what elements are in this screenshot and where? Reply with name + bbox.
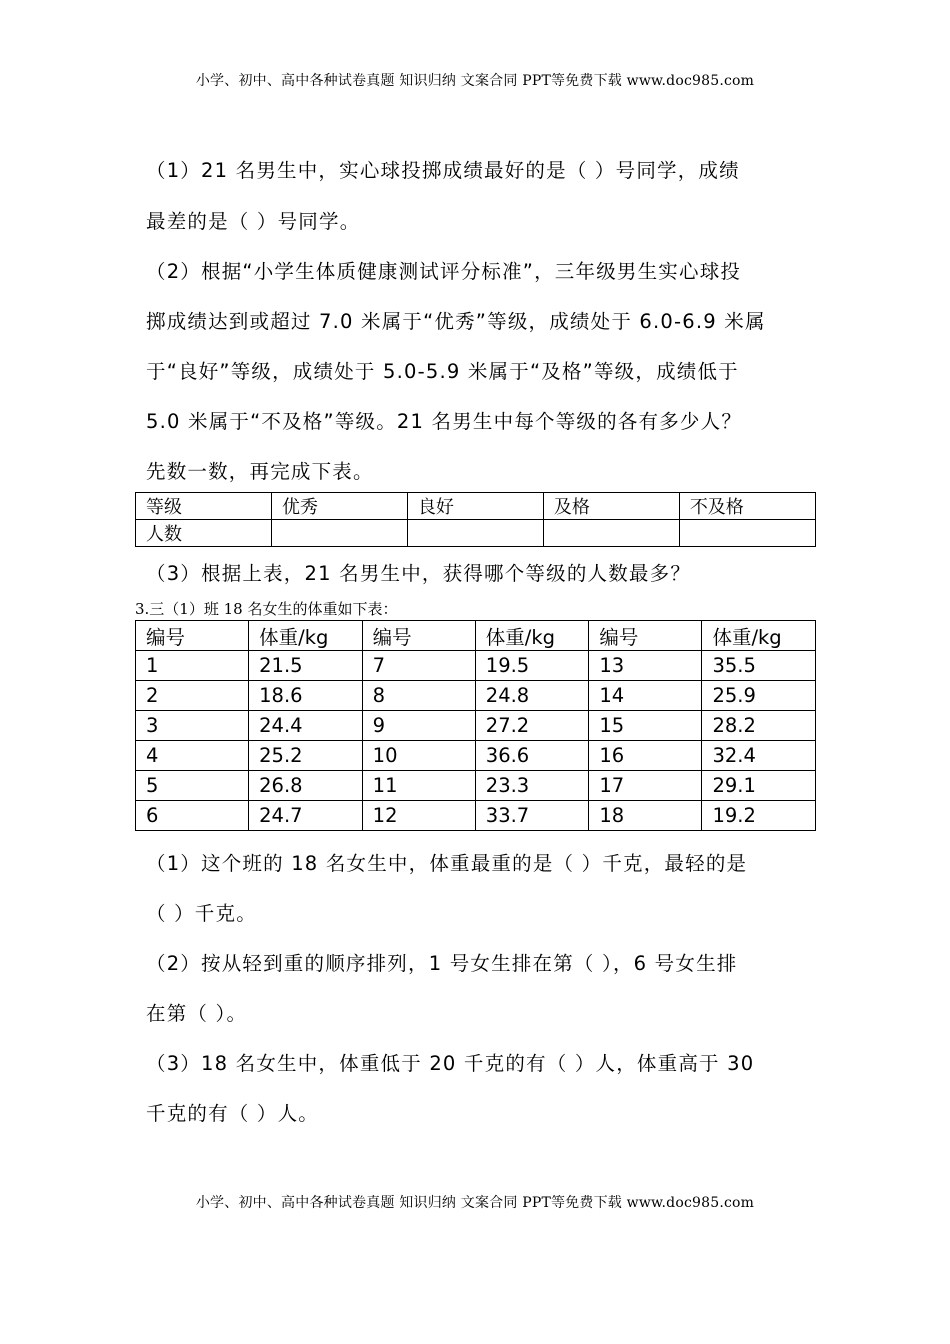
- table-row: [136, 520, 816, 547]
- question-line: 5.0 米属于“不及格”等级。21 名男生中每个等级的各有多少人？: [146, 410, 743, 433]
- table-row: [136, 741, 816, 771]
- table-cell: 18.6: [249, 681, 363, 711]
- table-cell: 9: [362, 711, 475, 741]
- table-cell: 14: [589, 681, 702, 711]
- table-row: [136, 493, 816, 520]
- table-cell: 35.5: [702, 651, 816, 681]
- page-header: 小学、初中、高中各种试卷真题 知识归纳 文案合同 PPT等免费下载 www.doc985.com: [195, 73, 755, 89]
- table-cell: 21.5: [249, 651, 363, 681]
- answer-cell[interactable]: [271, 520, 407, 547]
- table-cell: 7: [362, 651, 475, 681]
- question-line: （3）根据上表，21 名男生中，获得哪个等级的人数最多？: [146, 562, 692, 585]
- table-cell: 及格: [543, 493, 679, 520]
- question-line: 于“良好”等级，成绩处于 5.0-5.9 米属于“及格”等级，成绩低于: [146, 360, 739, 383]
- table-row: [136, 771, 816, 801]
- question-line: 最差的是（ ）号同学。: [146, 210, 361, 233]
- question-line: 掷成绩达到或超过 7.0 米属于“优秀”等级，成绩处于 6.0-6.9 米属: [146, 310, 766, 333]
- table-row: [136, 681, 816, 711]
- question-line: （2）按从轻到重的顺序排列，1 号女生排在第（ ），6 号女生排: [146, 952, 738, 975]
- table-cell: 32.4: [702, 741, 816, 771]
- question-line: （ ）千克。: [146, 902, 257, 925]
- table-cell: 25.9: [702, 681, 816, 711]
- table-cell: 28.2: [702, 711, 816, 741]
- answer-cell[interactable]: [407, 520, 543, 547]
- weight-table: [135, 620, 816, 831]
- table-cell: 36.6: [475, 741, 589, 771]
- table-header-cell: 体重/kg: [249, 621, 363, 651]
- question-line: （3）18 名女生中，体重低于 20 千克的有（ ）人，体重高于 30: [146, 1052, 755, 1075]
- table-cell: 27.2: [475, 711, 589, 741]
- table-cell: 16: [589, 741, 702, 771]
- table-cell: 15: [589, 711, 702, 741]
- table-cell: 10: [362, 741, 475, 771]
- table-cell: 1: [136, 651, 249, 681]
- table-header-cell: 体重/kg: [475, 621, 589, 651]
- table-row: [136, 621, 816, 651]
- table-cell: 17: [589, 771, 702, 801]
- table-caption: 3.三（1）班 18 名女生的体重如下表：: [135, 600, 398, 618]
- table-cell: 11: [362, 771, 475, 801]
- table-cell: 12: [362, 801, 475, 831]
- table-cell: 5: [136, 771, 249, 801]
- table-cell: 26.8: [249, 771, 363, 801]
- question-line: （1）这个班的 18 名女生中，体重最重的是（ ）千克，最轻的是: [146, 852, 748, 875]
- question-line: 千克的有（ ）人。: [146, 1102, 319, 1125]
- table-row: [136, 651, 816, 681]
- table-cell: 3: [136, 711, 249, 741]
- table-cell: 等级: [136, 493, 272, 520]
- table-cell: 19.2: [702, 801, 816, 831]
- table-cell: 19.5: [475, 651, 589, 681]
- table-cell: 不及格: [679, 493, 815, 520]
- table-cell: 6: [136, 801, 249, 831]
- table-header-cell: 体重/kg: [702, 621, 816, 651]
- table-cell: 13: [589, 651, 702, 681]
- table-cell: 33.7: [475, 801, 589, 831]
- table-cell: 24.7: [249, 801, 363, 831]
- question-line: 先数一数，再完成下表。: [146, 460, 374, 483]
- table-cell: 良好: [407, 493, 543, 520]
- table-cell: 23.3: [475, 771, 589, 801]
- page-footer: 小学、初中、高中各种试卷真题 知识归纳 文案合同 PPT等免费下载 www.doc985.com: [195, 1195, 755, 1211]
- table-cell: 2: [136, 681, 249, 711]
- table-header-cell: 编号: [589, 621, 702, 651]
- answer-cell[interactable]: [543, 520, 679, 547]
- answer-cell[interactable]: [679, 520, 815, 547]
- question-line: （2）根据“小学生体质健康测试评分标准”，三年级男生实心球投: [146, 260, 742, 283]
- table-cell: 人数: [136, 520, 272, 547]
- table-cell: 4: [136, 741, 249, 771]
- table-cell: 24.8: [475, 681, 589, 711]
- table-header-cell: 编号: [136, 621, 249, 651]
- table-cell: 29.1: [702, 771, 816, 801]
- question-line: 在第（ ）。: [146, 1002, 248, 1025]
- table-cell: 优秀: [271, 493, 407, 520]
- question-line: （1）21 名男生中，实心球投掷成绩最好的是（ ）号同学，成绩: [146, 159, 740, 182]
- grade-table: [135, 492, 816, 547]
- table-cell: 18: [589, 801, 702, 831]
- table-row: [136, 711, 816, 741]
- table-row: [136, 801, 816, 831]
- table-header-cell: 编号: [362, 621, 475, 651]
- table-cell: 8: [362, 681, 475, 711]
- table-cell: 25.2: [249, 741, 363, 771]
- table-cell: 24.4: [249, 711, 363, 741]
